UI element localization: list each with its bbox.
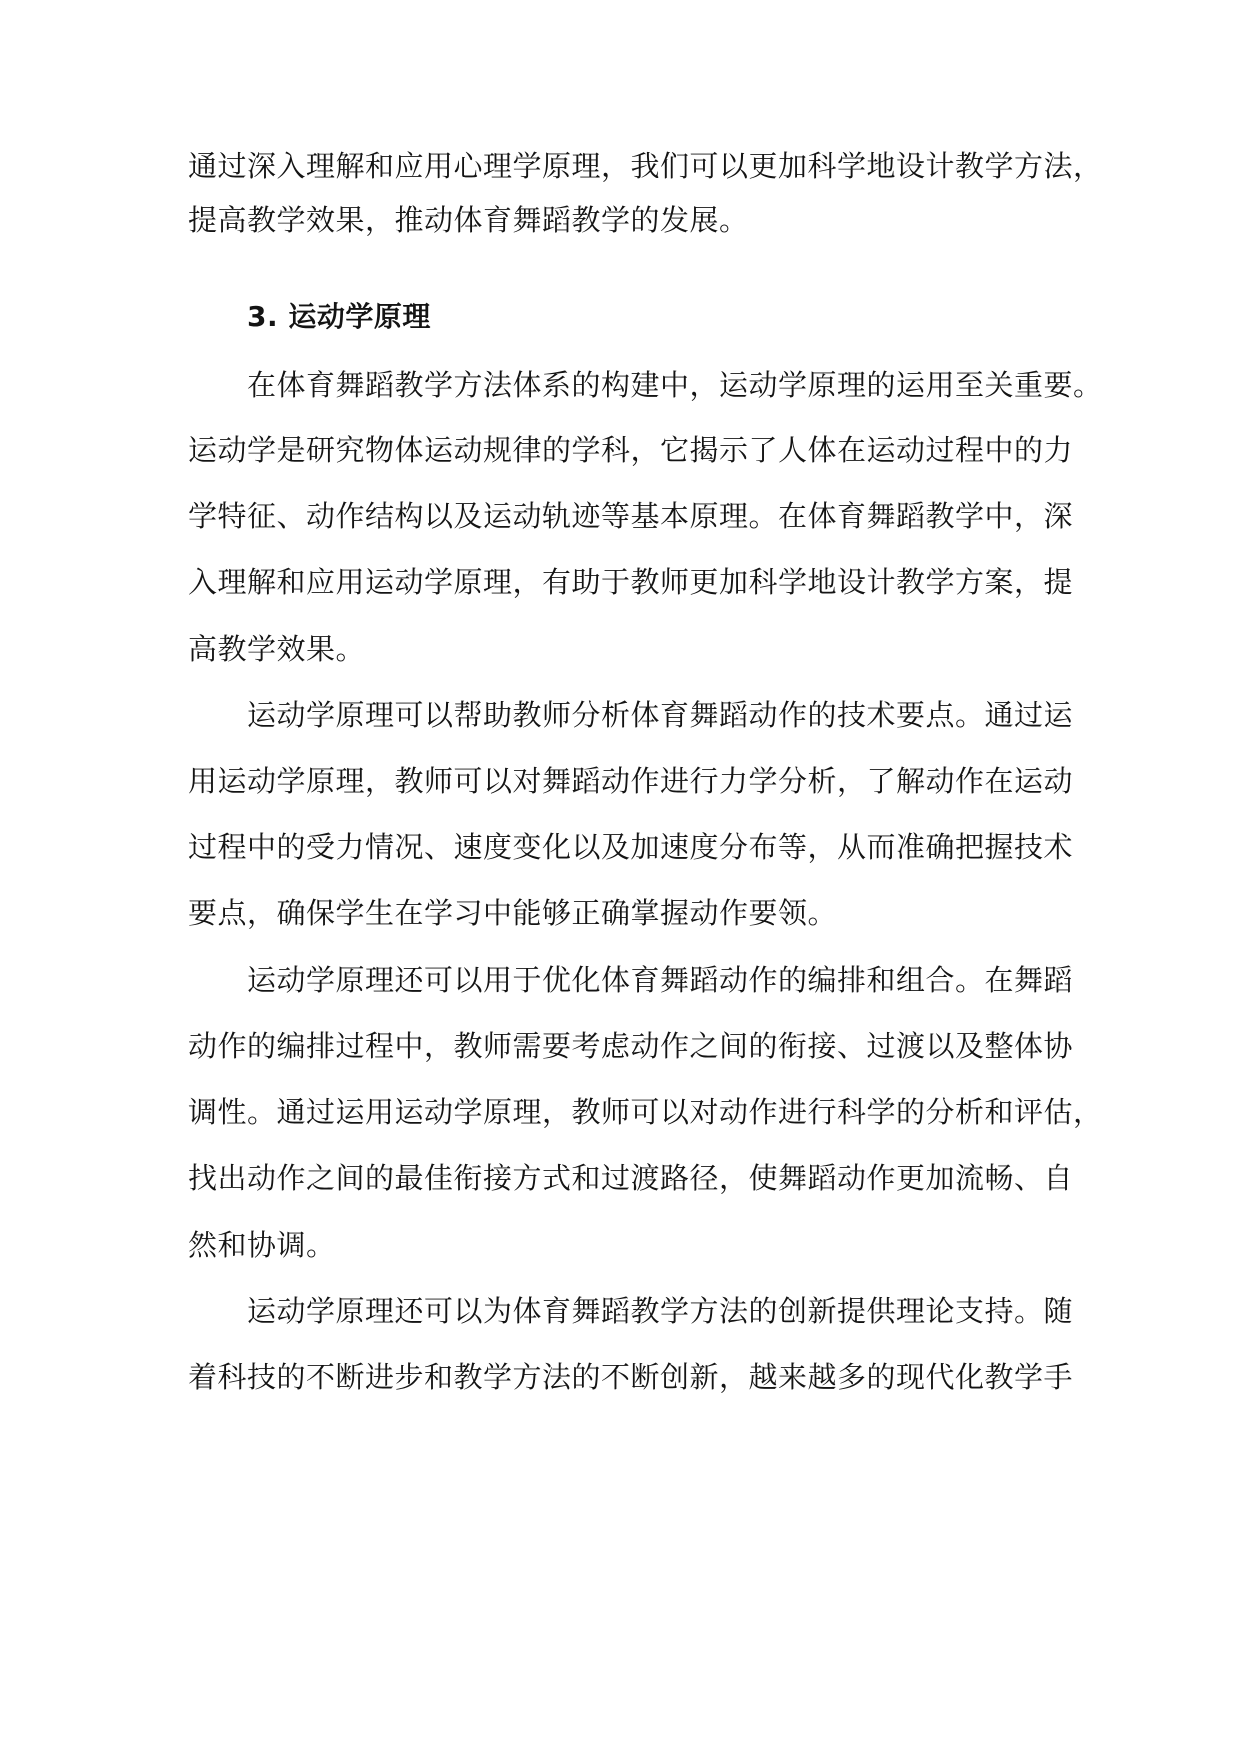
paragraph-line: 提高教学效果，推动体育舞蹈教学的发展。 [188,203,749,237]
section-heading: 3. 运动学原理 [247,300,431,333]
paragraph-line: 动作的编排过程中，教师需要考虑动作之间的衔接、过渡以及整体协 [188,1029,1074,1063]
paragraph-line: 运动学原理可以帮助教师分析体育舞蹈动作的技术要点。通过运 [247,698,1074,732]
paragraph-line: 然和协调。 [188,1228,336,1262]
paragraph-line: 通过深入理解和应用心理学原理，我们可以更加科学地设计教学方法， [188,149,1103,183]
paragraph-line: 运动学原理还可以用于优化体育舞蹈动作的编排和组合。在舞蹈 [247,963,1074,997]
paragraph-line: 学特征、动作结构以及运动轨迹等基本原理。在体育舞蹈教学中，深 [188,499,1074,533]
paragraph-line: 要点，确保学生在学习中能够正确掌握动作要领。 [188,896,838,930]
paragraph-line: 在体育舞蹈教学方法体系的构建中，运动学原理的运用至关重要。 [247,368,1103,402]
paragraph-line: 高教学效果。 [188,632,366,666]
paragraph-line: 运动学是研究物体运动规律的学科，它揭示了人体在运动过程中的力 [188,433,1074,467]
paragraph-line: 用运动学原理，教师可以对舞蹈动作进行力学分析，了解动作在运动 [188,764,1074,798]
paragraph-line: 找出动作之间的最佳衔接方式和过渡路径，使舞蹈动作更加流畅、自 [188,1161,1074,1195]
paragraph-line: 着科技的不断进步和教学方法的不断创新，越来越多的现代化教学手 [188,1360,1074,1394]
paragraph-line: 调性。通过运用运动学原理，教师可以对动作进行科学的分析和评估， [188,1095,1103,1129]
paragraph-line: 运动学原理还可以为体育舞蹈教学方法的创新提供理论支持。随 [247,1294,1074,1328]
paragraph-line: 过程中的受力情况、速度变化以及加速度分布等，从而准确把握技术 [188,830,1074,864]
paragraph-line: 入理解和应用运动学原理，有助于教师更加科学地设计教学方案，提 [188,565,1074,599]
